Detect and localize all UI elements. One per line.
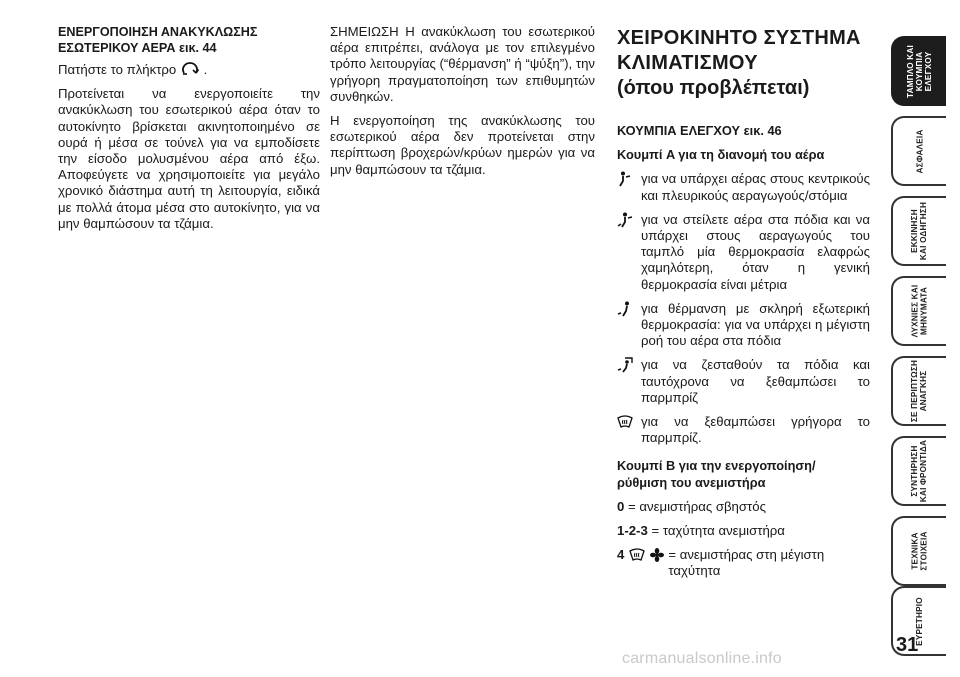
tab-emergency[interactable]: ΣΕ ΠΕΡΙΠΤΩΣΗ ΑΝΑΓΚΗΣ: [891, 356, 946, 426]
vent-face-icon: [617, 171, 635, 187]
note-paragraph: ΣΗΜΕΙΩΣΗ Η ανακύκλωση του εσωτερικού αέρα επιτρέπει, ανάλογα με τον επιλεγμένο τρόπο λειτουργίας (“θέρμανση” ή “ψύξη”), την γρήγορη πραγματοποίηση των επιθυμητών συνθηκών.: [330, 24, 595, 104]
controls-heading: ΚΟΥΜΠΙΑ ΕΛΕΓΧΟΥ εικ. 46: [617, 123, 782, 138]
section-subtitle: (όπου προβλέπεται): [617, 77, 810, 99]
fan-speed-range: 1-2-3 = ταχύτητα ανεμιστήρα: [617, 523, 785, 539]
distribution-item: για να ξεθαμπώσει γρήγορα το παρμπρίζ.: [617, 414, 870, 446]
fan-speed-max: 4 = ανεμιστήρας στη μέγιστη ταχύτητα: [617, 547, 825, 579]
recirculation-icon: [180, 62, 200, 76]
knob-b-heading: Κουμπί B για την ενεργοποίηση/ ρύθμιση του ανεμιστήρα: [617, 458, 816, 490]
section-title: ΧΕΙΡΟΚΙΝΗΤΟ ΣΥΣΤΗΜΑ ΚΛΙΜΑΤΙΣΜΟΥ: [617, 27, 861, 74]
knob-a-heading: Κουμπί A για τη διανομή του αέρα: [617, 147, 825, 163]
vent-face-feet-icon: [617, 212, 635, 228]
tab-safety[interactable]: ΑΣΦΑΛΕΙΑ: [891, 116, 946, 186]
distribution-item: για να ζεσταθούν τα πόδια και ταυτόχρονα να ξεθαμπώσει το παρμπρίζ: [617, 357, 870, 406]
recirculation-warning-paragraph: Η ενεργοποίηση της ανακύκλωσης του εσωτερικού αέρα δεν προτείνεται στην περίπτωση βροχερών/κρύων ημερών για να μην θαμπώσουν τα τζάμια.: [330, 113, 595, 177]
recirculation-paragraph: Προτείνεται να ενεργοποιείτε την ανακύκλωση του εσωτερικού αέρα όταν το αυτοκίνητο βρίσκεται ακινητοποιημένο σε ουρά ή μέσα σε τούνελ για να εμποδίσετε την είσοδο μολυσμένου αέρα από έξω. Αποφεύγετε να χρησιμοποιείτε για μεγάλο χρονικό διάστημα αυτή τη λειτουργία, ειδικά με πολλά άτομα μέσα στο αυτοκίνητο, για να μην θαμπώσουν τα τζάμια.: [58, 86, 320, 231]
column-manual-climate: [617, 24, 870, 580]
column-note: [330, 24, 595, 186]
tab-dashboard-controls[interactable]: ΤΑΜΠΛΟ ΚΑΙ ΚΟΥΜΠΙΑ ΕΛΕΓΧΟΥ: [891, 36, 946, 106]
defrost-icon: [617, 414, 635, 430]
tab-starting-driving[interactable]: ΕΚΚΙΝΗΣΗ ΚΑΙ ΟΔΗΓΗΣΗ: [891, 196, 946, 266]
press-button-instruction: Πατήστε το πλήκτρο .: [58, 62, 208, 77]
distribution-item: για θέρμανση με σκληρή εξωτερική θερμοκρασία: για να υπάρχει η μέγιστη ροή του αέρα στα πόδια: [617, 301, 870, 350]
tab-lights-messages[interactable]: ΛΥΧΝΙΕΣ ΚΑΙ ΜΗΝΥΜΑΤΑ: [891, 276, 946, 346]
distribution-item: για να υπάρχει αέρας στους κεντρικούς και πλευρικούς αεραγωγούς/στόμια: [617, 171, 870, 203]
recirculation-heading: ΕΝΕΡΓΟΠΟΙΗΣΗ ΑΝΑΚΥΚΛΩΣΗΣ ΕΣΩΤΕΡΙΚΟΥ ΑΕΡΑ εικ. 44: [58, 25, 258, 55]
column-recirculation: [58, 24, 320, 240]
vent-feet-windscreen-icon: [617, 357, 635, 373]
tab-maintenance[interactable]: ΣΥΝΤΗΡΗΣΗ ΚΑΙ ΦΡΟΝΤΙΔΑ: [891, 436, 946, 506]
distribution-item: για να στείλετε αέρα στα πόδια και να υπάρχει στους αεραγωγούς του ταμπλό μία θερμοκρασία ελαφρώς χαμηλότερη, όταν η γενική θερμοκρασία είναι μέτρια: [617, 212, 870, 293]
vent-feet-icon: [617, 301, 635, 317]
tab-index[interactable]: ΕΥΡΕΤΗΡΙΟ: [891, 586, 946, 656]
fan-max-icon: [650, 548, 664, 562]
watermark: carmanualsonline.info: [622, 650, 782, 667]
page-number: 31: [896, 634, 919, 656]
fan-speed-off: 0 = ανεμιστήρας σβηστός: [617, 498, 766, 514]
tab-technical-data[interactable]: ΤΕΧΝΙΚΑ ΣΤΟΙΧΕΙΑ: [891, 516, 946, 586]
defrost-icon: [629, 548, 645, 562]
